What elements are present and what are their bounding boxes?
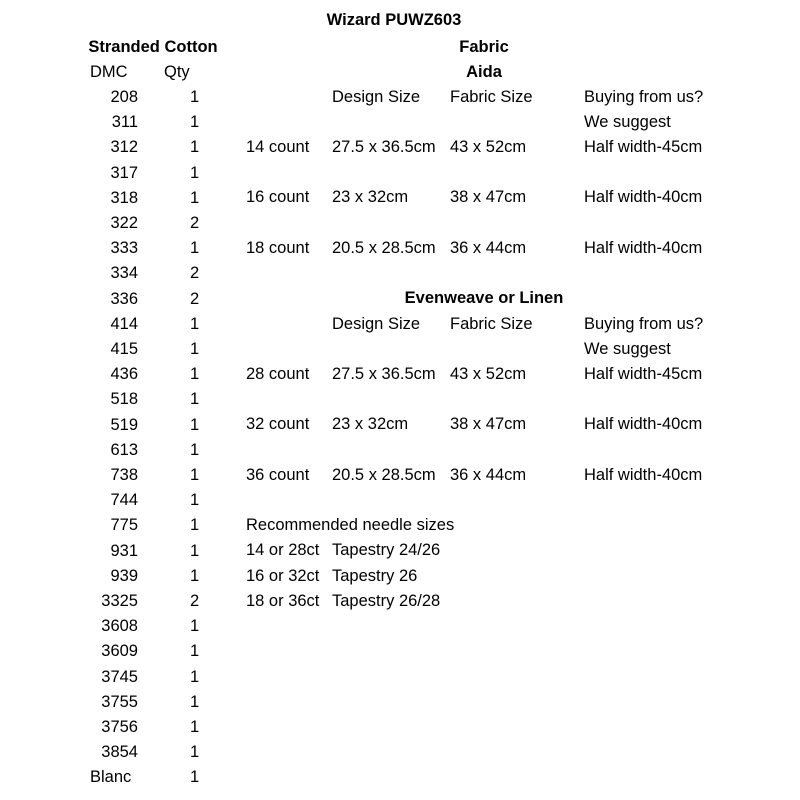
thread-row — [0, 742, 220, 767]
dmc-code: 3608 — [101, 617, 138, 636]
dmc-code: 613 — [110, 440, 138, 459]
thread-row — [0, 616, 220, 641]
aida-fabric-size: 36 x 44cm — [450, 239, 527, 257]
dmc-code: 415 — [110, 340, 138, 358]
dmc-column-header: DMC — [90, 63, 128, 81]
dmc-code: 3609 — [101, 642, 138, 661]
thread-row — [0, 213, 220, 238]
thread-row — [0, 339, 220, 364]
aida-count: 14 count — [246, 138, 310, 156]
aida-design-size: 20.5 x 28.5cm — [332, 239, 436, 257]
thread-qty: 1 — [190, 88, 200, 106]
thread-row — [0, 415, 220, 440]
thread-row — [0, 137, 220, 162]
thread-qty: 1 — [190, 516, 200, 535]
evenweave-suggest-header: We suggest — [584, 340, 671, 358]
evenweave-design-size: 23 x 32cm — [332, 415, 409, 433]
thread-qty: 2 — [190, 214, 200, 232]
needle-count: 16 or 32ct — [246, 567, 320, 585]
dmc-code: 738 — [110, 466, 138, 484]
thread-row — [0, 440, 220, 465]
evenweave-fabric-size: 38 x 47cm — [450, 415, 527, 433]
aida-design-size: 23 x 32cm — [332, 188, 409, 206]
thread-qty: 1 — [190, 617, 200, 636]
evenweave-fabric-size-header: Fabric Size — [450, 315, 533, 333]
thread-qty: 1 — [190, 566, 200, 585]
thread-row — [0, 364, 220, 389]
thread-row — [0, 163, 220, 188]
aida-count: 18 count — [246, 239, 310, 257]
evenweave-design-size: 27.5 x 36.5cm — [332, 365, 436, 383]
thread-row — [0, 238, 220, 263]
evenweave-count: 32 count — [246, 415, 310, 433]
aida-design-size: 27.5 x 36.5cm — [332, 138, 436, 156]
dmc-code: 3745 — [101, 667, 138, 686]
needle-size: Tapestry 24/26 — [332, 541, 441, 559]
dmc-code: 436 — [110, 365, 138, 384]
thread-row — [0, 591, 220, 616]
aida-fabric-size: 38 x 47cm — [450, 188, 527, 206]
thread-qty: 1 — [190, 466, 200, 484]
dmc-code: 744 — [110, 491, 138, 510]
thread-row — [0, 188, 220, 213]
aida-heading: Aida — [466, 63, 502, 81]
thread-qty: 1 — [190, 667, 200, 686]
thread-qty: 1 — [190, 113, 200, 132]
thread-row — [0, 87, 220, 112]
aida-fabric-size-header: Fabric Size — [450, 88, 533, 106]
thread-qty: 2 — [190, 264, 200, 283]
thread-qty: 1 — [190, 415, 200, 434]
thread-qty: 1 — [190, 692, 200, 711]
thread-qty: 1 — [190, 188, 200, 207]
thread-qty: 1 — [190, 768, 200, 787]
aida-suggestion: Half width-40cm — [584, 188, 703, 206]
thread-qty: 1 — [190, 365, 200, 384]
thread-row — [0, 314, 220, 339]
thread-row — [0, 112, 220, 137]
aida-design-size-header: Design Size — [332, 88, 421, 106]
thread-qty: 2 — [190, 289, 200, 308]
thread-qty: 1 — [190, 718, 200, 736]
thread-qty: 1 — [190, 743, 200, 762]
thread-qty: 1 — [190, 390, 200, 409]
thread-row — [0, 566, 220, 591]
thread-row — [0, 767, 220, 792]
dmc-code: Blanc — [90, 768, 132, 787]
dmc-code: 931 — [110, 541, 138, 560]
thread-qty: 1 — [190, 314, 200, 333]
dmc-code: 334 — [110, 264, 138, 283]
evenweave-buying-header: Buying from us? — [584, 315, 704, 333]
thread-row — [0, 692, 220, 717]
thread-row — [0, 641, 220, 666]
thread-qty: 1 — [190, 491, 200, 510]
aida-suggest-header: We suggest — [584, 113, 671, 131]
thread-row — [0, 490, 220, 515]
evenweave-suggestion: Half width-40cm — [584, 466, 703, 484]
thread-qty: 2 — [190, 592, 200, 610]
dmc-code: 3325 — [101, 592, 138, 610]
thread-row — [0, 541, 220, 566]
page-title: Wizard PUWZ603 — [326, 11, 462, 29]
dmc-code: 939 — [110, 566, 138, 585]
aida-count: 16 count — [246, 188, 310, 206]
evenweave-count: 28 count — [246, 365, 310, 383]
fabric-heading: Fabric — [459, 38, 509, 56]
stranded-cotton-heading: Stranded Cotton — [88, 38, 218, 56]
dmc-code: 518 — [110, 390, 138, 409]
thread-qty: 1 — [190, 239, 200, 258]
dmc-code: 208 — [110, 88, 138, 106]
qty-column-header: Qty — [164, 63, 190, 81]
evenweave-fabric-size: 43 x 52cm — [450, 365, 527, 383]
dmc-code: 414 — [110, 314, 138, 333]
thread-row — [0, 389, 220, 414]
evenweave-count: 36 count — [246, 466, 310, 484]
thread-row — [0, 465, 220, 490]
dmc-code: 3755 — [101, 692, 138, 711]
thread-row — [0, 717, 220, 742]
thread-qty: 1 — [190, 642, 200, 661]
thread-qty: 1 — [190, 340, 200, 358]
aida-buying-header: Buying from us? — [584, 88, 704, 106]
evenweave-suggestion: Half width-45cm — [584, 365, 703, 383]
aida-suggestion: Half width-40cm — [584, 239, 703, 257]
thread-qty: 1 — [190, 541, 200, 560]
evenweave-suggestion: Half width-40cm — [584, 415, 703, 433]
thread-qty: 1 — [190, 138, 200, 157]
evenweave-design-size: 20.5 x 28.5cm — [332, 466, 436, 484]
dmc-code: 336 — [110, 289, 138, 308]
dmc-code: 312 — [110, 138, 138, 157]
dmc-code: 311 — [111, 113, 138, 132]
evenweave-fabric-size: 36 x 44cm — [450, 466, 527, 484]
dmc-code: 333 — [110, 239, 138, 258]
thread-row — [0, 515, 220, 540]
thread-qty: 1 — [190, 440, 200, 459]
evenweave-heading: Evenweave or Linen — [404, 289, 564, 307]
aida-fabric-size: 43 x 52cm — [450, 138, 527, 156]
thread-row — [0, 263, 220, 288]
dmc-code: 322 — [110, 214, 138, 232]
dmc-code: 519 — [110, 415, 138, 434]
dmc-code: 775 — [110, 516, 138, 535]
dmc-code: 317 — [110, 163, 138, 182]
thread-row — [0, 289, 220, 314]
dmc-code: 3756 — [101, 718, 138, 736]
thread-qty: 1 — [190, 163, 200, 182]
needle-count: 14 or 28ct — [246, 541, 320, 559]
evenweave-design-size-header: Design Size — [332, 315, 421, 333]
needle-count: 18 or 36ct — [246, 592, 320, 610]
aida-suggestion: Half width-45cm — [584, 138, 703, 156]
needle-size: Tapestry 26 — [332, 567, 418, 585]
needle-sizes-heading: Recommended needle sizes — [246, 516, 455, 534]
dmc-code: 318 — [110, 188, 138, 207]
dmc-code: 3854 — [101, 743, 138, 762]
thread-row — [0, 667, 220, 692]
needle-size: Tapestry 26/28 — [332, 592, 441, 610]
